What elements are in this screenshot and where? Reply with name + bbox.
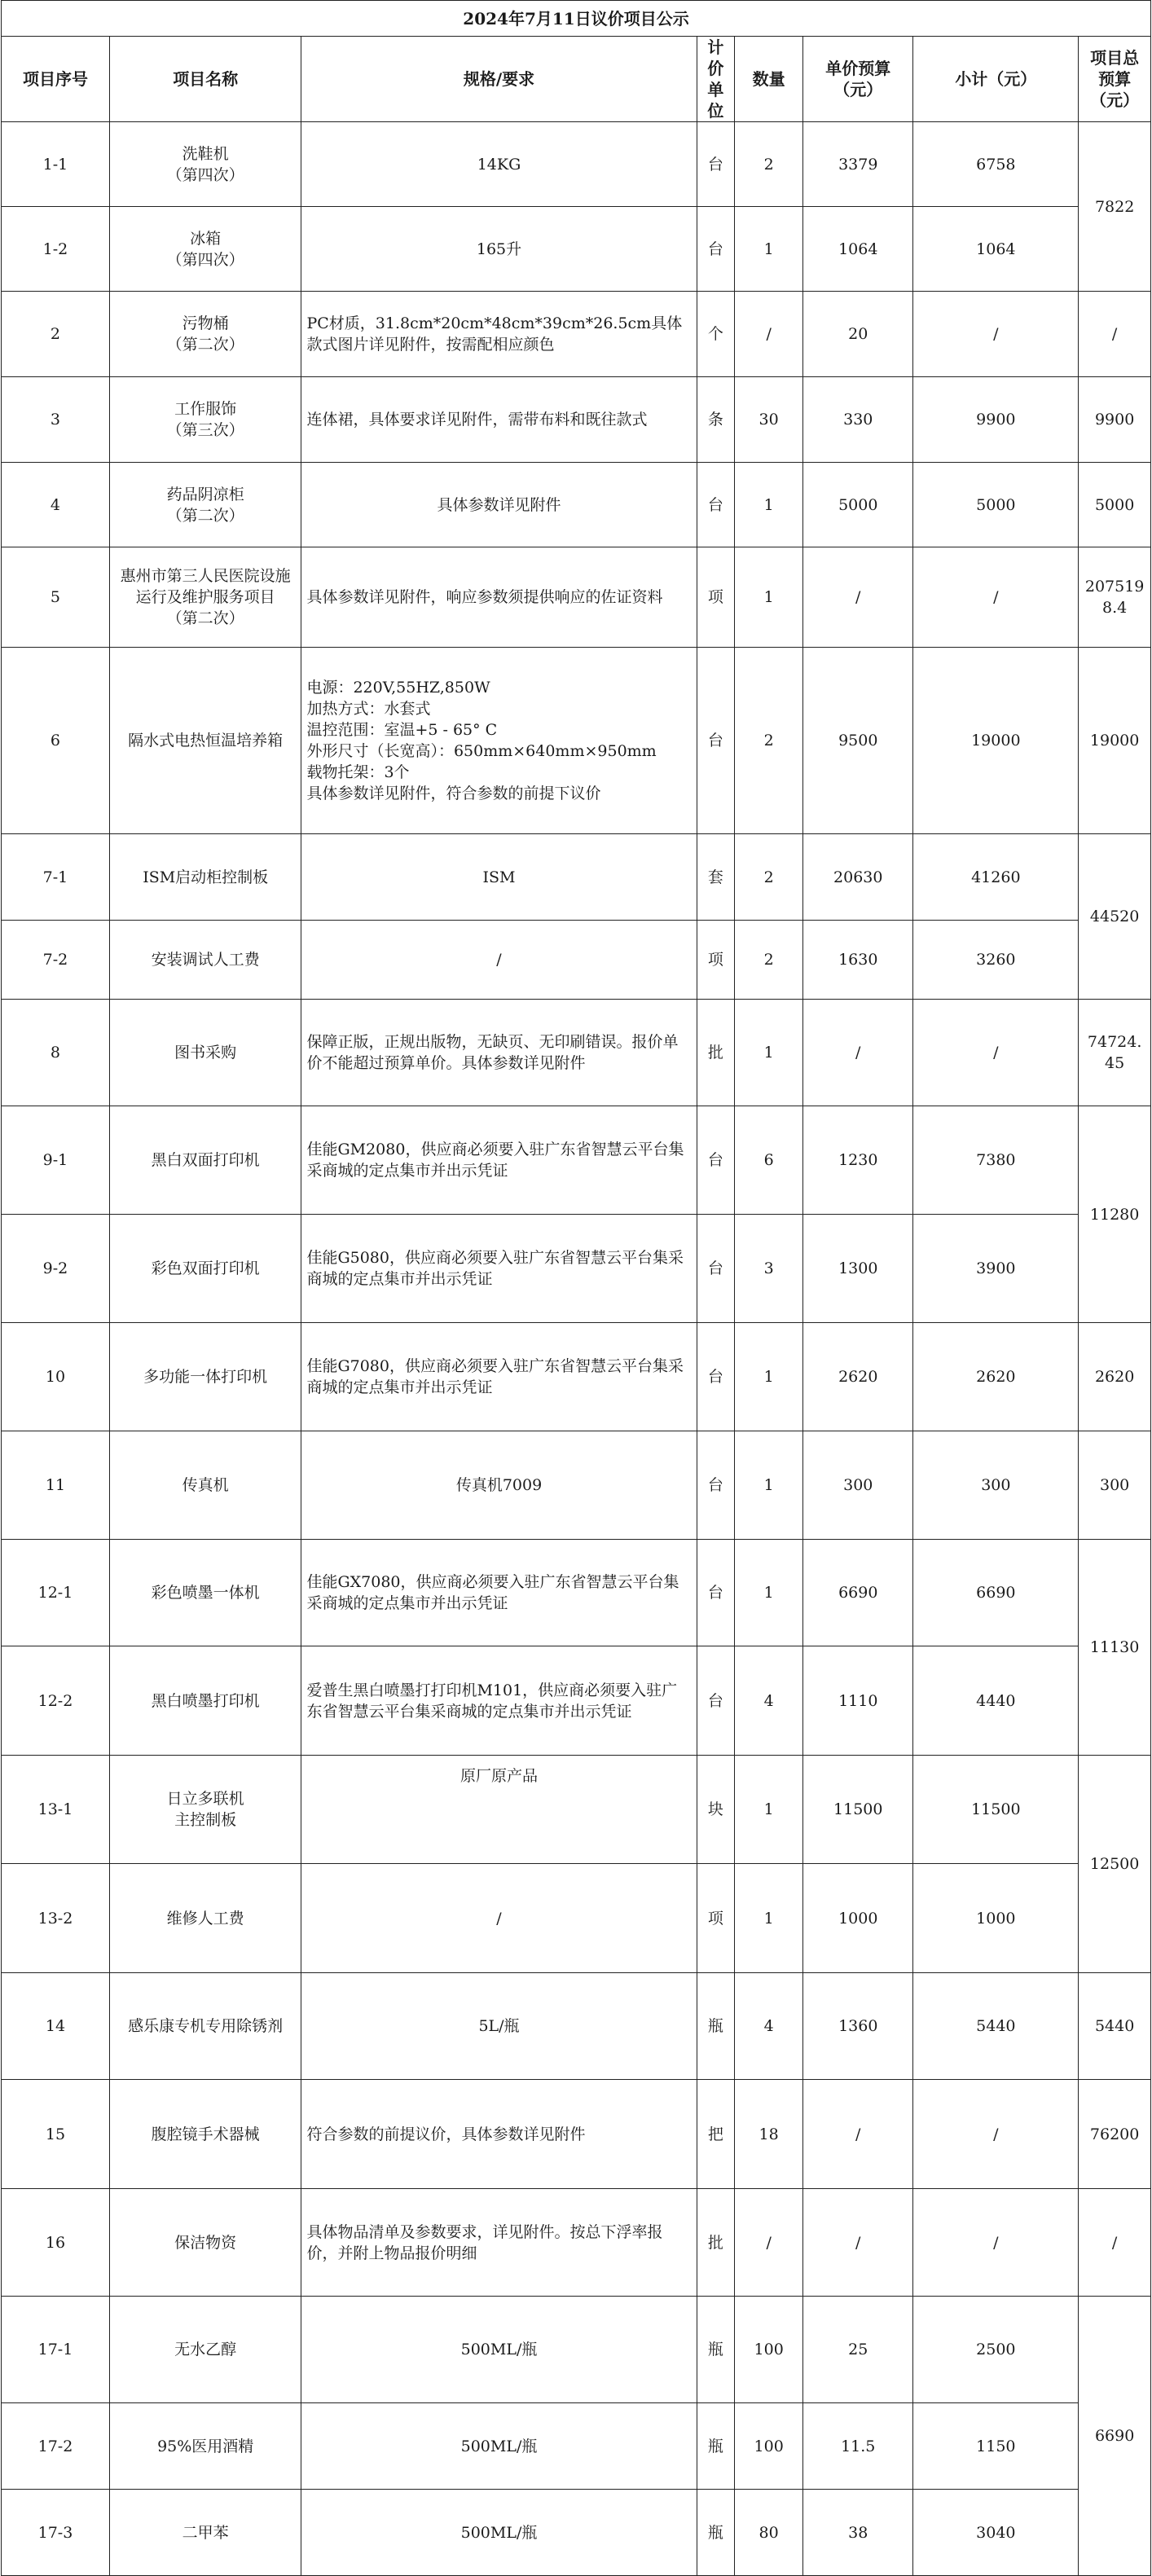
cell-unit: 台 <box>697 207 735 292</box>
cell-price: 1110 <box>803 1646 913 1756</box>
cell-name: 传真机 <box>109 1431 301 1540</box>
cell-spec: 具体参数详见附件，响应参数须提供响应的佐证资料 <box>301 547 697 648</box>
cell-spec: 500ML/瓶 <box>301 2403 697 2490</box>
cell-spec: 佳能G7080，供应商必须要入驻广东省智慧云平台集采商城的定点集市并出示凭证 <box>301 1323 697 1431</box>
table-row <box>2 207 1151 292</box>
cell-spec: 符合参数的前提议价，具体参数详见附件 <box>301 2080 697 2189</box>
cell-price: 1230 <box>803 1106 913 1215</box>
cell-no: 5 <box>2 547 110 648</box>
cell-total: 19000 <box>1079 648 1151 834</box>
cell-unit: 条 <box>697 377 735 463</box>
cell-spec: 连体裙，具体要求详见附件，需带布料和既往款式 <box>301 377 697 463</box>
cell-spec: 原厂原产品 <box>301 1756 697 1864</box>
cell-spec: 爱普生黑白喷墨打打印机M101，供应商必须要入驻广东省智慧云平台集采商城的定点集市并出示凭证 <box>301 1646 697 1756</box>
cell-subtotal: 9900 <box>913 377 1079 463</box>
cell-price: 5000 <box>803 463 913 547</box>
cell-price: / <box>803 547 913 648</box>
cell-price: / <box>803 1000 913 1106</box>
cell-total: 9900 <box>1079 377 1151 463</box>
cell-subtotal: 11500 <box>913 1756 1079 1864</box>
cell-name: 黑白喷墨打印机 <box>109 1646 301 1756</box>
cell-price: 1300 <box>803 1215 913 1323</box>
cell-subtotal: 1000 <box>913 1864 1079 1973</box>
cell-price: 20 <box>803 292 913 377</box>
cell-spec: 500ML/瓶 <box>301 2297 697 2403</box>
cell-qty: 30 <box>735 377 803 463</box>
cell-no: 10 <box>2 1323 110 1431</box>
cell-name: 日立多联机 主控制板 <box>109 1756 301 1864</box>
cell-unit: 瓶 <box>697 2297 735 2403</box>
col-header-unit: 计价 单位 <box>697 37 735 122</box>
cell-name: 多功能一体打印机 <box>109 1323 301 1431</box>
cell-price: 38 <box>803 2490 913 2576</box>
cell-unit: 项 <box>697 921 735 1000</box>
col-header-name: 项目名称 <box>109 37 301 122</box>
col-header-total: 项目总预算 （元） <box>1079 37 1151 122</box>
cell-qty: 80 <box>735 2490 803 2576</box>
table-row <box>2 921 1151 1000</box>
table-row <box>2 834 1151 921</box>
cell-spec: PC材质，31.8cm*20cm*48cm*39cm*26.5cm具体款式图片详见附件，按需配相应颜色 <box>301 292 697 377</box>
cell-unit: 台 <box>697 122 735 207</box>
cell-spec: ISM <box>301 834 697 921</box>
col-header-no: 项目序号 <box>2 37 110 122</box>
cell-unit: 瓶 <box>697 2490 735 2576</box>
cell-spec: 佳能GX7080，供应商必须要入驻广东省智慧云平台集采商城的定点集市并出示凭证 <box>301 1540 697 1646</box>
cell-qty: 1 <box>735 1000 803 1106</box>
cell-qty: 6 <box>735 1106 803 1215</box>
cell-name: 95%医用酒精 <box>109 2403 301 2490</box>
cell-subtotal: 19000 <box>913 648 1079 834</box>
cell-name: 冰箱 （第四次） <box>109 207 301 292</box>
cell-unit: 台 <box>697 463 735 547</box>
cell-unit: 台 <box>697 1431 735 1540</box>
cell-subtotal: / <box>913 547 1079 648</box>
table-row <box>2 2490 1151 2576</box>
cell-no: 12-1 <box>2 1540 110 1646</box>
cell-qty: 100 <box>735 2297 803 2403</box>
table-row <box>2 2403 1151 2490</box>
cell-name: 洗鞋机 （第四次） <box>109 122 301 207</box>
cell-name: 无水乙醇 <box>109 2297 301 2403</box>
cell-subtotal: 7380 <box>913 1106 1079 1215</box>
cell-price: / <box>803 2189 913 2297</box>
col-header-subtotal: 小计（元） <box>913 37 1079 122</box>
cell-qty: 4 <box>735 1646 803 1756</box>
table-row <box>2 1431 1151 1540</box>
cell-spec: 165升 <box>301 207 697 292</box>
cell-qty: 18 <box>735 2080 803 2189</box>
cell-total: 11130 <box>1079 1540 1151 1756</box>
cell-subtotal: 4440 <box>913 1646 1079 1756</box>
cell-subtotal: 2500 <box>913 2297 1079 2403</box>
table-row <box>2 1215 1151 1323</box>
cell-subtotal: / <box>913 1000 1079 1106</box>
table-row <box>2 2297 1151 2403</box>
table-row <box>2 2080 1151 2189</box>
table-row <box>2 1323 1151 1431</box>
cell-unit: 台 <box>697 648 735 834</box>
cell-name: 保洁物资 <box>109 2189 301 2297</box>
table-row <box>2 2189 1151 2297</box>
table-row <box>2 377 1151 463</box>
cell-no: 13-1 <box>2 1756 110 1864</box>
cell-price: 300 <box>803 1431 913 1540</box>
col-header-price: 单价预算（元） <box>803 37 913 122</box>
cell-total: 2075198.4 <box>1079 547 1151 648</box>
cell-spec: / <box>301 921 697 1000</box>
cell-price: 1000 <box>803 1864 913 1973</box>
cell-unit: 批 <box>697 1000 735 1106</box>
cell-qty: 2 <box>735 122 803 207</box>
cell-unit: 套 <box>697 834 735 921</box>
cell-subtotal: / <box>913 2080 1079 2189</box>
cell-subtotal: 1150 <box>913 2403 1079 2490</box>
cell-no: 6 <box>2 648 110 834</box>
cell-subtotal: 300 <box>913 1431 1079 1540</box>
cell-qty: / <box>735 2189 803 2297</box>
cell-spec: 具体参数详见附件 <box>301 463 697 547</box>
cell-price: 3379 <box>803 122 913 207</box>
cell-price: 25 <box>803 2297 913 2403</box>
cell-spec: 佳能G5080，供应商必须要入驻广东省智慧云平台集采商城的定点集市并出示凭证 <box>301 1215 697 1323</box>
table-row <box>2 1756 1151 1864</box>
cell-price: / <box>803 2080 913 2189</box>
cell-no: 1-1 <box>2 122 110 207</box>
cell-unit: 瓶 <box>697 2403 735 2490</box>
cell-spec: 5L/瓶 <box>301 1973 697 2080</box>
cell-qty: 1 <box>735 1756 803 1864</box>
table-row <box>2 648 1151 834</box>
cell-price: 9500 <box>803 648 913 834</box>
cell-no: 7-1 <box>2 834 110 921</box>
cell-no: 9-1 <box>2 1106 110 1215</box>
cell-no: 13-2 <box>2 1864 110 1973</box>
cell-no: 11 <box>2 1431 110 1540</box>
cell-qty: 1 <box>735 547 803 648</box>
cell-total: 76200 <box>1079 2080 1151 2189</box>
cell-price: 11.5 <box>803 2403 913 2490</box>
cell-subtotal: 3040 <box>913 2490 1079 2576</box>
cell-no: 8 <box>2 1000 110 1106</box>
cell-subtotal: 3260 <box>913 921 1079 1000</box>
cell-subtotal: 5440 <box>913 1973 1079 2080</box>
cell-unit: 块 <box>697 1756 735 1864</box>
cell-qty: 4 <box>735 1973 803 2080</box>
cell-spec: 500ML/瓶 <box>301 2490 697 2576</box>
cell-no: 3 <box>2 377 110 463</box>
cell-subtotal: 6690 <box>913 1540 1079 1646</box>
cell-total: / <box>1079 292 1151 377</box>
table-row <box>2 1646 1151 1756</box>
cell-name: 隔水式电热恒温培养箱 <box>109 648 301 834</box>
cell-qty: 3 <box>735 1215 803 1323</box>
cell-unit: 批 <box>697 2189 735 2297</box>
cell-name: 维修人工费 <box>109 1864 301 1973</box>
table-row <box>2 1106 1151 1215</box>
cell-total: 7822 <box>1079 122 1151 292</box>
cell-total: 12500 <box>1079 1756 1151 1973</box>
cell-unit: 台 <box>697 1646 735 1756</box>
cell-name: 工作服饰 （第三次） <box>109 377 301 463</box>
cell-qty: 1 <box>735 463 803 547</box>
cell-name: 药品阴凉柜 （第二次） <box>109 463 301 547</box>
cell-spec: 14KG <box>301 122 697 207</box>
cell-subtotal: / <box>913 292 1079 377</box>
cell-unit: 台 <box>697 1215 735 1323</box>
cell-name: 彩色喷墨一体机 <box>109 1540 301 1646</box>
cell-qty: 1 <box>735 1540 803 1646</box>
table-row <box>2 1540 1151 1646</box>
cell-price: 6690 <box>803 1540 913 1646</box>
cell-no: 7-2 <box>2 921 110 1000</box>
cell-subtotal: 41260 <box>913 834 1079 921</box>
cell-no: 2 <box>2 292 110 377</box>
cell-price: 1360 <box>803 1973 913 2080</box>
cell-total: 300 <box>1079 1431 1151 1540</box>
table-row <box>2 463 1151 547</box>
cell-total: 44520 <box>1079 834 1151 1000</box>
cell-name: 惠州市第三人民医院设施运行及维护服务项目 （第二次） <box>109 547 301 648</box>
cell-qty: 2 <box>735 921 803 1000</box>
cell-total: 74724.45 <box>1079 1000 1151 1106</box>
cell-qty: 1 <box>735 1431 803 1540</box>
cell-subtotal: 2620 <box>913 1323 1079 1431</box>
cell-spec: 具体物品清单及参数要求，详见附件。按总下浮率报价，并附上物品报价明细 <box>301 2189 697 2297</box>
cell-unit: 把 <box>697 2080 735 2189</box>
cell-subtotal: 6758 <box>913 122 1079 207</box>
cell-subtotal: / <box>913 2189 1079 2297</box>
cell-no: 15 <box>2 2080 110 2189</box>
cell-spec: 传真机7009 <box>301 1431 697 1540</box>
cell-name: 安装调试人工费 <box>109 921 301 1000</box>
cell-unit: 瓶 <box>697 1973 735 2080</box>
cell-name: 彩色双面打印机 <box>109 1215 301 1323</box>
cell-name: 腹腔镜手术器械 <box>109 2080 301 2189</box>
cell-qty: 100 <box>735 2403 803 2490</box>
cell-name: ISM启动柜控制板 <box>109 834 301 921</box>
cell-spec: / <box>301 1864 697 1973</box>
header-row <box>2 37 1151 122</box>
cell-total: 5440 <box>1079 1973 1151 2080</box>
cell-price: 1630 <box>803 921 913 1000</box>
cell-total: 11280 <box>1079 1106 1151 1323</box>
cell-no: 17-1 <box>2 2297 110 2403</box>
table-row <box>2 292 1151 377</box>
table-row <box>2 1000 1151 1106</box>
table-row <box>2 1973 1151 2080</box>
cell-no: 4 <box>2 463 110 547</box>
cell-spec: 佳能GM2080，供应商必须要入驻广东省智慧云平台集采商城的定点集市并出示凭证 <box>301 1106 697 1215</box>
cell-unit: 台 <box>697 1323 735 1431</box>
cell-qty: 1 <box>735 207 803 292</box>
cell-total: 2620 <box>1079 1323 1151 1431</box>
cell-price: 11500 <box>803 1756 913 1864</box>
cell-spec: 电源：220V,55HZ,850W 加热方式：水套式 温控范围：室温+5 - 65° C 外形尺寸（长宽高）：650mm×640mm×950mm 载物托架：3个 具体参数详见附件，符合参数的前提下议价 <box>301 648 697 834</box>
cell-price: 330 <box>803 377 913 463</box>
cell-name: 感乐康专机专用除锈剂 <box>109 1973 301 2080</box>
bid-table <box>1 0 1151 2576</box>
cell-qty: 2 <box>735 648 803 834</box>
cell-name: 污物桶 （第二次） <box>109 292 301 377</box>
table-row <box>2 122 1151 207</box>
cell-spec: 保障正版，正规出版物，无缺页、无印刷错误。报价单价不能超过预算单价。具体参数详见附件 <box>301 1000 697 1106</box>
page-title: 2024年7月11日议价项目公示 <box>2 1 1151 37</box>
cell-unit: 项 <box>697 547 735 648</box>
cell-unit: 台 <box>697 1106 735 1215</box>
cell-total: 6690 <box>1079 2297 1151 2576</box>
cell-no: 12-2 <box>2 1646 110 1756</box>
col-header-qty: 数量 <box>735 37 803 122</box>
table-row <box>2 1864 1151 1973</box>
cell-no: 17-2 <box>2 2403 110 2490</box>
cell-subtotal: 1064 <box>913 207 1079 292</box>
cell-unit: 项 <box>697 1864 735 1973</box>
cell-unit: 个 <box>697 292 735 377</box>
cell-no: 9-2 <box>2 1215 110 1323</box>
cell-name: 黑白双面打印机 <box>109 1106 301 1215</box>
cell-name: 图书采购 <box>109 1000 301 1106</box>
cell-qty: 2 <box>735 834 803 921</box>
cell-no: 1-2 <box>2 207 110 292</box>
cell-unit: 台 <box>697 1540 735 1646</box>
cell-price: 20630 <box>803 834 913 921</box>
cell-no: 14 <box>2 1973 110 2080</box>
cell-no: 16 <box>2 2189 110 2297</box>
cell-price: 1064 <box>803 207 913 292</box>
cell-price: 2620 <box>803 1323 913 1431</box>
cell-qty: / <box>735 292 803 377</box>
cell-total: / <box>1079 2189 1151 2297</box>
col-header-spec: 规格/要求 <box>301 37 697 122</box>
cell-total: 5000 <box>1079 463 1151 547</box>
cell-qty: 1 <box>735 1323 803 1431</box>
cell-no: 17-3 <box>2 2490 110 2576</box>
table-row <box>2 547 1151 648</box>
cell-name: 二甲苯 <box>109 2490 301 2576</box>
cell-subtotal: 5000 <box>913 463 1079 547</box>
cell-subtotal: 3900 <box>913 1215 1079 1323</box>
cell-qty: 1 <box>735 1864 803 1973</box>
